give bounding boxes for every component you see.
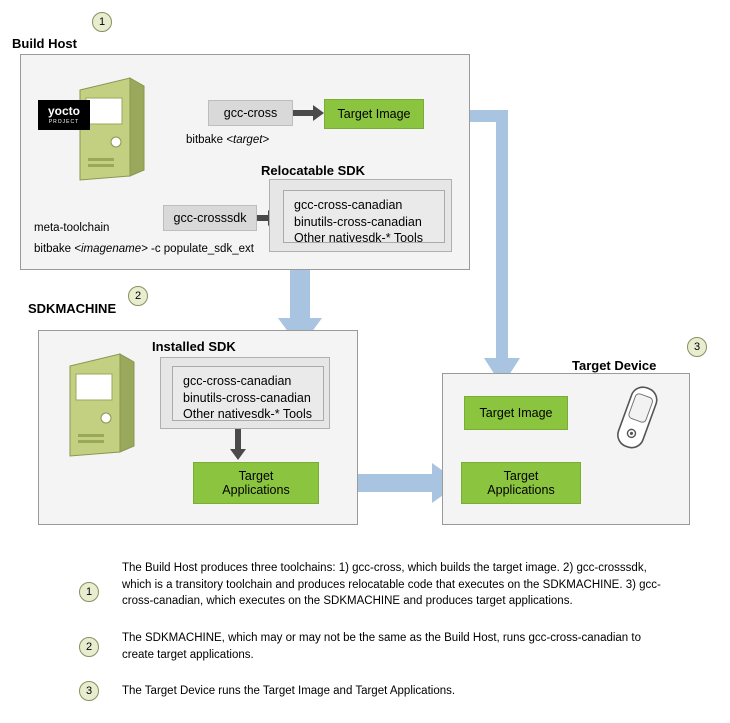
- relocatable-sdk-item-0: gcc-cross-canadian: [294, 198, 403, 212]
- legend-text-3: The Target Device runs the Target Image and Target Applications.: [122, 685, 456, 697]
- installed-sdk-panel: [172, 366, 324, 421]
- target-applications-device-label-2: Applications: [487, 483, 555, 497]
- target-device-badge: 3: [687, 337, 707, 357]
- sdkmachine-server-icon: [62, 350, 138, 460]
- legend-badge-1: 1: [79, 582, 99, 602]
- target-applications-device-label-1: Target: [503, 468, 539, 483]
- sdkmachine-badge: 2: [128, 286, 148, 306]
- legend-text-1: The Build Host produces three toolchains: 1) gcc-cross, which builds the target image. 2) gcc-crosssdk, which is a transitory toolchain and produces relocatable code that executes on the SDKMACHINE. 3) gcc-cross-canadian, which executes on the SDKMACHINE and produces target applications.: [122, 562, 661, 608]
- target-applications-sdkmachine-box: [193, 462, 319, 504]
- installed-sdk-title: Installed SDK: [152, 339, 236, 354]
- bitbake-target-caption-prefix: bitbake: [186, 134, 227, 146]
- relocatable-sdk-item-1: binutils-cross-canadian: [294, 214, 422, 229]
- bitbake-target-caption-italic: <target>: [226, 134, 270, 146]
- meta-toolchain-caption: meta-toolchain: [34, 222, 110, 234]
- bitbake-target-caption: [186, 134, 269, 146]
- relocatable-sdk-item-2: Other nativesdk-* Tools: [294, 231, 423, 245]
- arrow-installed-sdk-to-target-apps: [229, 429, 247, 461]
- target-applications-device-box: [461, 462, 581, 504]
- target-applications-sdkmachine-label-1: Target: [238, 468, 274, 483]
- legend-badge-3: 3: [79, 681, 99, 701]
- yocto-logo-text: yocto: [47, 104, 80, 118]
- build-host-title: Build Host: [12, 36, 77, 51]
- arrow-gcc-cross-to-target-image: [293, 104, 325, 122]
- target-device-icon: [604, 382, 668, 454]
- target-image-device-box: Target Image: [464, 396, 568, 430]
- populate-caption-suffix: -c populate_sdk_ext: [147, 243, 254, 255]
- populate-caption-italic: <imagename>: [74, 243, 148, 255]
- yocto-logo-subtext: PROJECT: [48, 119, 80, 125]
- relocatable-sdk-panel: [283, 190, 445, 243]
- legend-badge-2: 2: [79, 637, 99, 657]
- relocatable-sdk-title: Relocatable SDK: [261, 163, 366, 178]
- populate-caption-prefix: bitbake: [34, 243, 75, 255]
- gcc-crosssdk-box: gcc-crosssdk: [163, 205, 257, 231]
- sdkmachine-title: SDKMACHINE: [28, 301, 117, 316]
- installed-sdk-item-0: gcc-cross-canadian: [183, 374, 292, 388]
- target-image-build-host-box: Target Image: [324, 99, 424, 129]
- gcc-cross-box: gcc-cross: [208, 100, 293, 126]
- target-device-title: Target Device: [572, 358, 657, 373]
- build-host-badge: 1: [92, 12, 112, 32]
- populate-sdk-caption: [34, 243, 254, 255]
- installed-sdk-item-1: binutils-cross-canadian: [183, 390, 311, 405]
- target-applications-sdkmachine-label-2: Applications: [222, 483, 290, 497]
- legend-text-2: The SDKMACHINE, which may or may not be the same as the Build Host, runs gcc-cross-canadian to create target applications.: [122, 632, 641, 661]
- installed-sdk-item-2: Other nativesdk-* Tools: [183, 407, 312, 421]
- yocto-logo: [38, 100, 90, 130]
